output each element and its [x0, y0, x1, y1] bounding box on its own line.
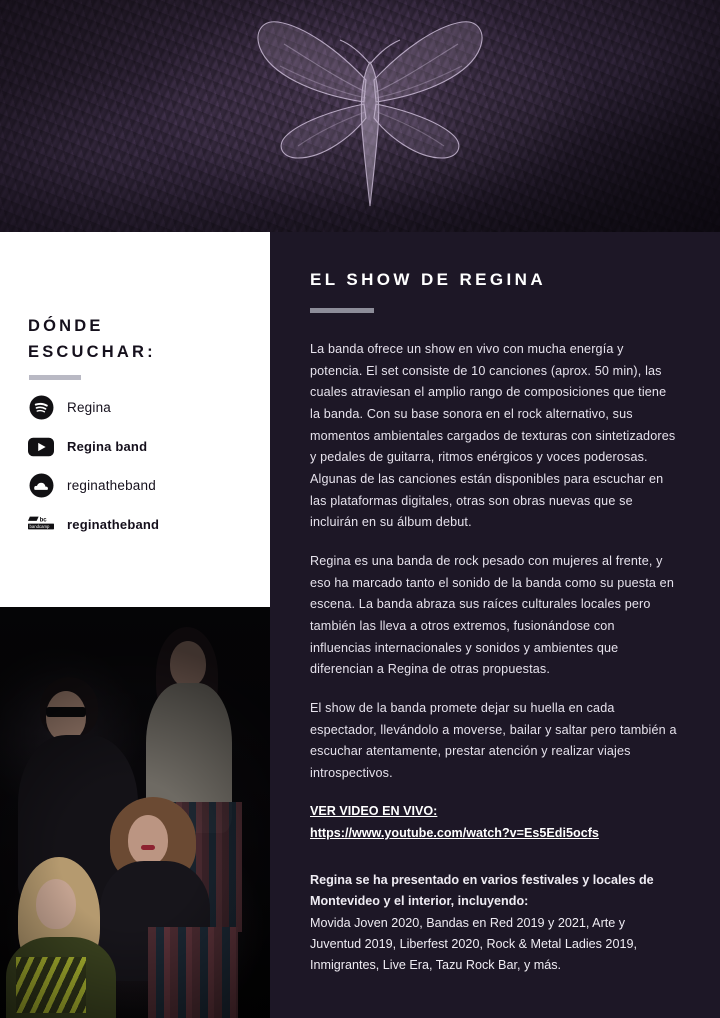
- paragraph: La banda ofrece un show en vivo con mucha energía y potencia. El set consiste de 10 canciones (aprox. 50 min), las cuales atraviesan el amplio rango de composiciones que tiene la banda. Con su base sonora en el rock alternativo, sus momentos ambientales cargados de texturas con sintetizadores y pedales de guitarra, ritmos enérgicos y voces poderosas. Algunas de las canciones están disponibles para escuchar en las plataformas digitales, otras son obras nuevas que se incluirán en su álbum debut.: [310, 342, 676, 530]
- list-item[interactable]: [28, 468, 258, 503]
- festivals-list: Movida Joven 2020, Bandas en Red 2019 y 2021, Arte y Juventud 2019, Liberfest 2020, Rock & Metal Ladies 2019, Inmigrantes, Live Era, Tazu Rock Bar, y más.: [310, 915, 637, 973]
- page-title: EL SHOW DE REGINA: [310, 270, 547, 289]
- video-url-link[interactable]: https://www.youtube.com/watch?v=Es5Edi5ocfs: [310, 825, 599, 840]
- list-item[interactable]: [28, 507, 258, 542]
- paragraph: El show de la banda promete dejar su huella en cada espectador, llevándolo a moverse, bailar y saltar pero también a escuchar atentamente, prestar atención y realizar viajes introspectivos.: [310, 700, 677, 780]
- list-item[interactable]: [28, 390, 258, 425]
- svg-text:bc: bc: [39, 516, 47, 523]
- show-description-panel: [270, 232, 720, 1018]
- list-item[interactable]: [28, 429, 258, 464]
- listen-heading: [28, 314, 238, 365]
- bandcamp-icon: [28, 512, 54, 538]
- listen-divider: [29, 375, 81, 380]
- listen-heading-line1: DÓNDE: [28, 317, 104, 335]
- festivals-block: [310, 870, 678, 977]
- platform-list: [28, 390, 258, 546]
- platform-label: reginatheband: [67, 478, 156, 493]
- hero-vignette: [0, 0, 720, 232]
- platform-label: Regina band: [67, 439, 148, 454]
- paragraph: Regina es una banda de rock pesado con mujeres al frente, y eso ha marcado tanto el sonido de la banda como su puesta en escena. La banda abraza sus raíces culturales locales pero también las lleva a otros extremos, fusionándose con influencias internacionales y sonidos y ambientes que diferencian a Regina de otras propuestas.: [310, 553, 674, 677]
- title-divider: [310, 308, 374, 313]
- band-photo: [0, 607, 270, 1018]
- hero-banner: [0, 0, 720, 232]
- svg-text:bandcamp: bandcamp: [29, 523, 50, 529]
- description-body: [310, 339, 678, 784]
- video-label: VER VIDEO EN VIVO:: [310, 804, 438, 819]
- photo-vignette: [0, 607, 270, 1018]
- listen-panel: [0, 232, 270, 607]
- youtube-icon: [28, 434, 54, 460]
- soundcloud-icon: [28, 473, 54, 499]
- platform-label: reginatheband: [67, 517, 160, 532]
- spotify-icon: [28, 395, 54, 421]
- listen-heading-line2: ESCUCHAR:: [28, 342, 156, 361]
- platform-label: Regina: [67, 400, 111, 415]
- festivals-lead: Regina se ha presentado en varios festivales y locales de Montevideo y el interior, incluyendo:: [310, 872, 654, 909]
- video-link-block: [310, 801, 678, 843]
